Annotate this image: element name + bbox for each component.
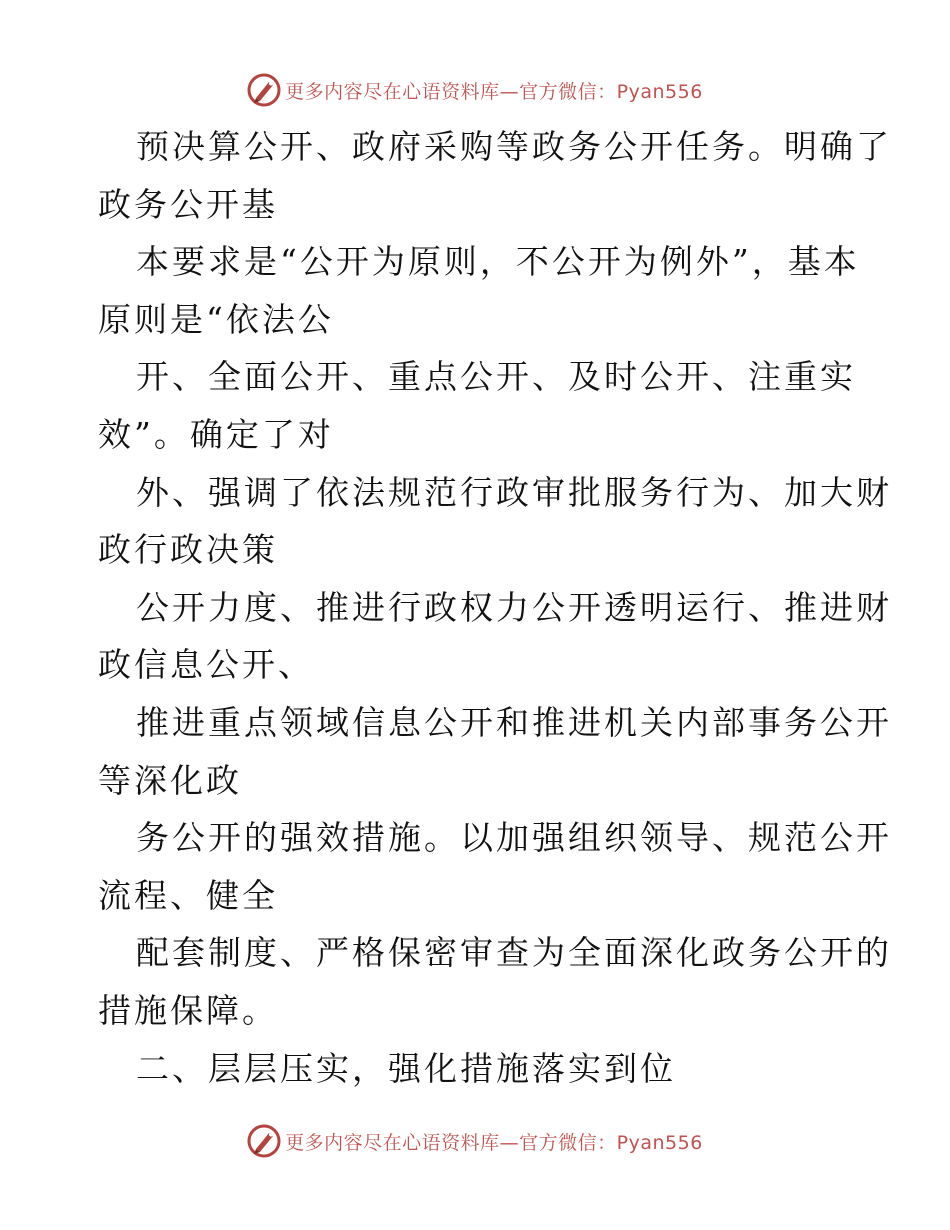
body-line: 政行政决策 bbox=[98, 530, 278, 570]
body-line: 原则是“依法公 bbox=[98, 299, 334, 339]
body-line: 务公开的强效措施。以加强组织领导、规范公开 bbox=[136, 818, 892, 858]
body-line: 开、全面公开、重点公开、及时公开、注重实 bbox=[136, 357, 856, 397]
body-line: 配套制度、严格保密审查为全面深化政务公开的 bbox=[136, 933, 892, 973]
body-line: 本要求是“公开为原则，不公开为例外”，基本 bbox=[136, 242, 860, 282]
body-line: 等深化政 bbox=[98, 760, 242, 800]
body-line: 流程、健全 bbox=[98, 875, 278, 915]
header-banner bbox=[0, 70, 950, 110]
body-line: 措施保障。 bbox=[98, 990, 278, 1030]
pen-logo-icon bbox=[247, 1124, 281, 1158]
body-line: 公开力度、推进行政权力公开透明运行、推进财 bbox=[136, 587, 892, 627]
body-line: 政务公开基 bbox=[98, 184, 278, 224]
body-line: 预决算公开、政府采购等政务公开任务。明确了 bbox=[136, 127, 892, 166]
footer-banner bbox=[0, 1121, 950, 1161]
body-line: 政信息公开、 bbox=[98, 645, 314, 685]
section-heading: 二、层层压实，强化措施落实到位 bbox=[136, 1048, 676, 1088]
footer-banner-text: 更多内容尽在心语资料库—官方微信：Pyan556 bbox=[285, 1131, 703, 1154]
document-body bbox=[98, 118, 892, 1097]
pen-logo-icon bbox=[247, 73, 281, 107]
body-line: 外、强调了依法规范行政审批服务行为、加大财 bbox=[136, 472, 892, 512]
body-line: 效”。确定了对 bbox=[98, 414, 334, 454]
body-line: 推进重点领域信息公开和推进机关内部事务公开 bbox=[136, 702, 892, 742]
header-banner-text: 更多内容尽在心语资料库—官方微信：Pyan556 bbox=[285, 80, 703, 103]
